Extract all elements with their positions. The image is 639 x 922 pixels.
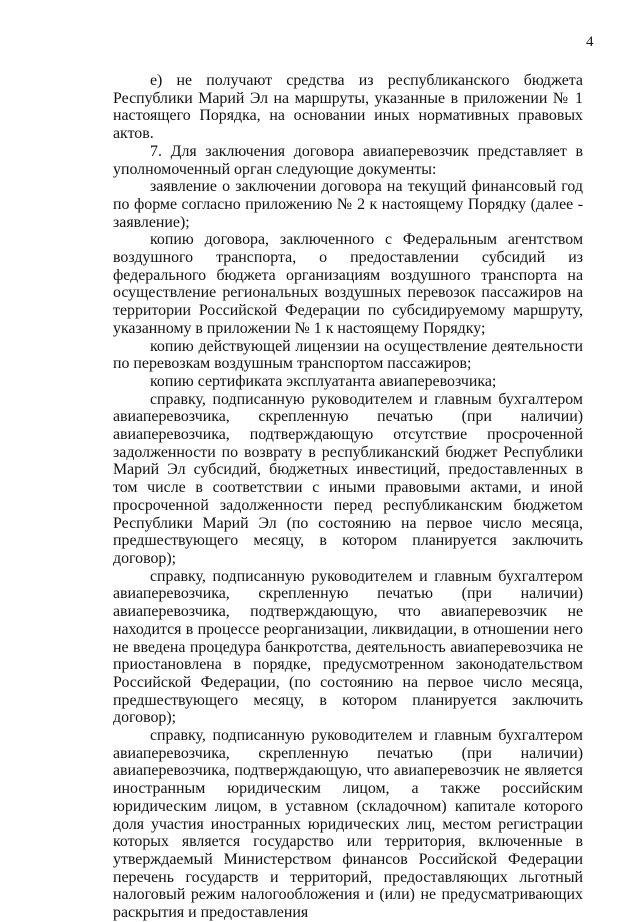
- paragraph-license-copy: копию действующей лицензии на осуществление деятельности по перевозкам воздушным транспортом пассажиров;: [113, 337, 583, 373]
- document-body: [113, 72, 583, 922]
- page-number: 4: [586, 34, 594, 50]
- paragraph-federal-agreement-copy: копию договора, заключенного с Федеральным агентством воздушного транспорта, о предоставлении субсидий из федерального бюджета организациям воздушного транспорта на осуществление региональных воздушных перевозок пассажиров на территории Российской Федерации по субсидируемому маршруту, указанному в приложении № 1 к настоящему Порядку;: [113, 231, 583, 337]
- paragraph-reorganization-certificate: справку, подписанную руководителем и главным бухгалтером авиаперевозчика, скрепленную печатью (при наличии) авиаперевозчика, подтверждающую, что авиаперевозчик не находится в процессе реорганизации, ликвидации, в отношении него не введена процедура банкротства, деятельность авиаперевозчика не приостановлена в порядке, предусмотренном законодательством Российской Федерации, (по состоянию на первое число месяца, предшествующего месяцу, в котором планируется заключить договор);: [113, 567, 583, 727]
- paragraph-item-e: е) не получают средства из республиканского бюджета Республики Марий Эл на маршруты, указанные в приложении № 1 настоящего Порядка, на основании иных нормативных правовых актов.: [113, 72, 583, 143]
- paragraph-debt-certificate: справку, подписанную руководителем и главным бухгалтером авиаперевозчика, скрепленную печатью (при наличии) авиаперевозчика, подтверждающую отсутствие просроченной задолженности по возврату в республиканский бюджет Республики Марий Эл субсидий, бюджетных инвестиций, предоставленных в том числе в соответствии с иными правовыми актами, и иной просроченной задолженности перед республиканским бюджетом Республики Марий Эл (по состоянию на первое число месяца, предшествующего месяцу, в котором планируется заключить договор);: [113, 390, 583, 567]
- paragraph-clause-7: 7. Для заключения договора авиаперевозчик представляет в уполномоченный орган следующие документы:: [113, 142, 583, 178]
- paragraph-operator-certificate-copy: копию сертификата эксплуатанта авиаперевозчика;: [150, 372, 497, 390]
- paragraph-application: заявление о заключении договора на текущий финансовый год по форме согласно приложению № 2 к настоящему Порядку (далее - заявление);: [113, 178, 583, 231]
- paragraph-foreign-entity-certificate: справку, подписанную руководителем и главным бухгалтером авиаперевозчика, скрепленную печатью (при наличии) авиаперевозчика, подтверждающую, что авиаперевозчик не является иностранным юридическим лицом, а также российским юридическим лицом, в уставном (складочном) капитале которого доля участия иностранных юридических лиц, местом регистрации которых является государство или территория, включенные в утверждаемый Министерством финансов Российской Федерации перечень государств и территорий, предоставляющих льготный налоговый режим налогообложения и (или) не предусматривающих раскрытия и предоставления: [113, 727, 583, 922]
